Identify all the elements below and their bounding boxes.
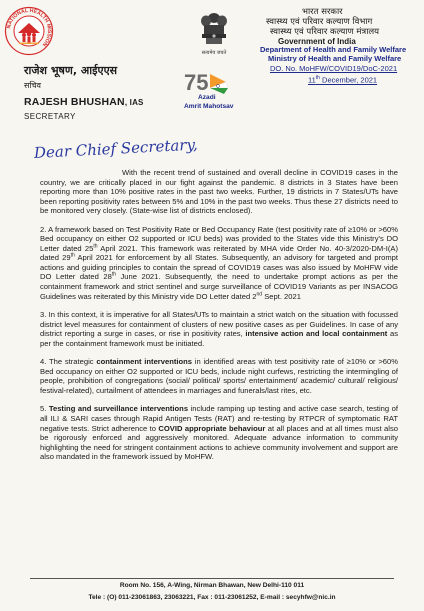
p2-text-b: April 2021. This framework was reiterated by MHA vide Order No. 40-3/2020-DM-I(A) dated 29 bbox=[40, 243, 399, 263]
p2-text-a: 2. A framework based on Test Positivity Rate or Bed Occupancy Rate (test positivity rate of ≥10% or >60% Bed occupancy on either O2 supported or ICU beds) was provided to the States vide this Ministry's DO Letter dated 25 bbox=[40, 224, 398, 253]
p2-sup-3: th bbox=[111, 271, 116, 278]
p5-text-b: include ramping up testing and active case search, testing of all ILI & SARI cases through Rapid Antigen Tests (RAT) and re-testing by RTPCR of symptomatic RAT negative tests. Strict adherence to bbox=[40, 404, 398, 433]
office-hindi-line-2: स्वास्थ्य एवं परिवार कल्याण विभाग bbox=[266, 17, 373, 28]
paragraph-2 bbox=[40, 225, 398, 301]
p5-bold-2: COVID appropriate behaviour bbox=[158, 423, 266, 433]
azadi-number: 75 bbox=[184, 70, 209, 95]
letter-body bbox=[40, 168, 398, 471]
p5-bold-1: Testing and surveillance interventions bbox=[48, 404, 189, 414]
sender-name: RAJESH BHUSHAN bbox=[24, 96, 125, 108]
letter-date bbox=[260, 76, 420, 85]
office-english-line-3: Ministry of Health and Family Welfare bbox=[268, 54, 402, 64]
p2-sup-1: th bbox=[93, 243, 98, 250]
p2-text-e: Sept. 2021 bbox=[262, 291, 301, 301]
svg-text:सत्यमेव जयते: सत्यमेव जयते bbox=[201, 50, 227, 56]
sender-name-english bbox=[24, 96, 144, 108]
sender-title-english: SECRETARY bbox=[24, 112, 76, 121]
paragraph-3 bbox=[40, 310, 398, 348]
logo-ring-text: NATIONAL HEALTH MISSION bbox=[6, 7, 53, 48]
p5-text-c: at all places and at all times must also be rigorously enforced and aggressively monitored. Adequate advance information to community highlighting the need for stringent containment actions to achieve community involvement and support are also mandated in the framework issued by MoHFW. bbox=[40, 423, 398, 462]
p2-text-c: April 2021 for enforcement by all States. Subsequently, an advisory for targeted and prompt actions and guiding principles to contain the spread of COVID19 cases was also issued by MoHFW vide DO Letter dated 28 bbox=[40, 253, 398, 282]
office-hindi-line-1: भारत सरकार bbox=[302, 7, 343, 17]
national-health-mission-logo bbox=[4, 6, 54, 56]
azadi-line1: Azadi bbox=[198, 94, 216, 101]
handwritten-salutation: Dear Chief Secretary, bbox=[33, 135, 199, 162]
p3-bold: intensive action and local containment bbox=[245, 329, 388, 339]
p3-text-a: 3. In this context, it is imperative for all States/UTs to maintain a strict watch on the situation with focussed district level measures for containment of clusters of new positive cases as per Guidelines. In case of any district reporting a surge in cases, or rise in positivity rates, bbox=[40, 310, 398, 339]
national-emblem-icon bbox=[196, 8, 232, 62]
office-address-block bbox=[260, 7, 420, 85]
footer-contact: Tele : (O) 011-23061863, 23063221, Fax : 011-23061252, E-mail : secyhfw@nic.in bbox=[88, 594, 336, 601]
date-suffix: th bbox=[315, 75, 320, 82]
office-english-line-2: Department of Health and Family Welfare bbox=[260, 45, 407, 55]
date-rest: December, 2021 bbox=[319, 75, 378, 85]
azadi-line2: Amrit Mahotsav bbox=[184, 103, 234, 110]
p2-sup-2: th bbox=[70, 252, 75, 259]
footer-address: Room No. 156, A-Wing, Nirman Bhawan, New Delhi-110 011 bbox=[119, 582, 305, 589]
paragraph-5 bbox=[40, 404, 398, 461]
p2-text-d: June 2021. Subsequently, the need to undertake prompt actions as per the containment framework and strict sentinel and surge surveillance of COVID19 Variants as per INSACOG Guidelines was reiterated by this Ministry vide DO Letter dated 2 bbox=[40, 272, 399, 301]
sender-title-hindi: सचिव bbox=[24, 81, 42, 90]
paragraph-4 bbox=[40, 357, 398, 395]
p2-sup-4: nd bbox=[256, 291, 263, 298]
sender-service: , IAS bbox=[124, 98, 144, 107]
office-hindi-line-3: स्वास्थ्य एवं परिवार कल्याण मंत्रालय bbox=[270, 27, 380, 38]
azadi-amrit-mahotsav-logo bbox=[180, 68, 260, 112]
date-day: 11 bbox=[308, 75, 316, 85]
do-number: DO. No. MoHFW/COVID19/DoC-2021 bbox=[270, 64, 398, 74]
footer-divider bbox=[30, 578, 394, 579]
p4-text-b: in identified areas with test positivity rate of ≥10% or >60% Bed occupancy on either O2 supported or ICU beds, include night curfews, restricting the intermingling of people, prohibition of congregations (social/ political/ sports/ entertainment/ academic/ cultural/ religious/ festival-related), curtailment of attendees in marriages and funerals/last rites, etc. bbox=[40, 357, 399, 395]
p4-text-a: 4. The strategic bbox=[40, 357, 97, 367]
office-english-line-1: Government of India bbox=[278, 37, 356, 47]
paragraph-1: With the recent trend of sustained and overall decline in COVID19 cases in the country, we are critically placed in our fight against the pandemic. 8 districts in 3 States have been reporting more than 10% positive rates in the past two weeks. Further, 19 districts in 7 States/UTs have been reporting positivity rates between 5% and 10% in the past two weeks. Thus these 27 districts need to be monitored very closely. (State-wise list of districts enclosed). bbox=[40, 168, 398, 216]
p5-text-a: 5. bbox=[40, 404, 49, 414]
sender-name-hindi: राजेश भूषण, आईएएस bbox=[24, 64, 118, 77]
p3-text-b: as per the containment framework must be initiated. bbox=[40, 329, 399, 348]
p4-bold: containment interventions bbox=[96, 357, 192, 367]
